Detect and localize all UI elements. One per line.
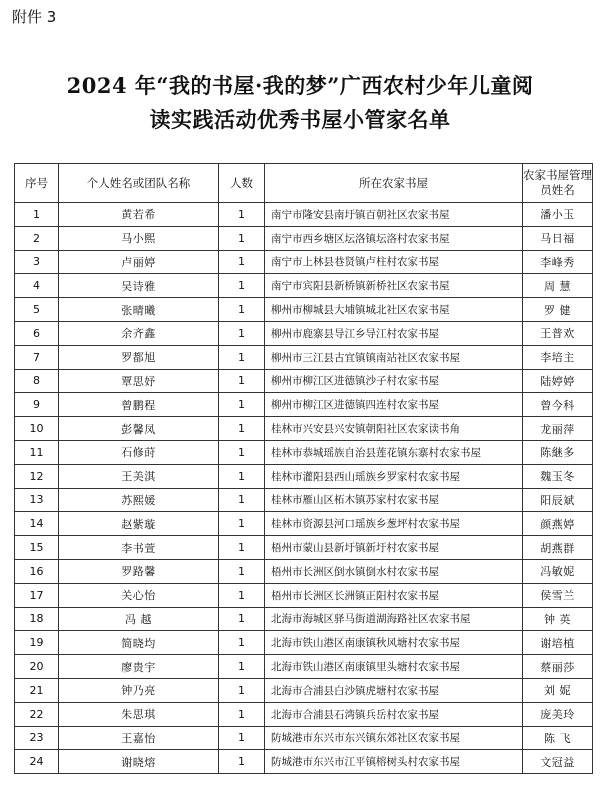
cell-index: 15	[15, 536, 59, 560]
cell-bookhouse: 桂林市兴安县兴安镇朝阳社区农家读书角	[265, 417, 523, 441]
cell-count: 1	[219, 226, 265, 250]
cell-manager: 文冠益	[523, 750, 593, 774]
cell-count: 1	[219, 203, 265, 227]
table-row	[15, 559, 593, 583]
cell-bookhouse: 柳州市鹿寨县导江乡导江村农家书屋	[265, 321, 523, 345]
cell-count: 1	[219, 250, 265, 274]
table-row	[15, 655, 593, 679]
cell-manager: 罗 健	[523, 298, 593, 322]
cell-count: 1	[219, 702, 265, 726]
cell-person-name: 黄若希	[59, 203, 219, 227]
cell-count: 1	[219, 678, 265, 702]
cell-count: 1	[219, 369, 265, 393]
cell-index: 18	[15, 607, 59, 631]
cell-manager: 王普欢	[523, 321, 593, 345]
cell-bookhouse: 梧州市长洲区长洲镇正阳村农家书屋	[265, 583, 523, 607]
cell-count: 1	[219, 393, 265, 417]
cell-count: 1	[219, 321, 265, 345]
cell-person-name: 王美淇	[59, 464, 219, 488]
cell-manager: 蔡丽莎	[523, 655, 593, 679]
table-row	[15, 321, 593, 345]
table-row	[15, 512, 593, 536]
col-header-name: 个人姓名或团队名称	[59, 164, 219, 203]
cell-bookhouse: 南宁市上林县巷贤镇卢柱村农家书屋	[265, 250, 523, 274]
col-header-bookhouse: 所在农家书屋	[265, 164, 523, 203]
cell-person-name: 朱思琪	[59, 702, 219, 726]
table-row	[15, 488, 593, 512]
cell-bookhouse: 梧州市长洲区倒水镇倒水村农家书屋	[265, 559, 523, 583]
cell-count: 1	[219, 512, 265, 536]
cell-index: 7	[15, 345, 59, 369]
cell-bookhouse: 桂林市资源县河口瑶族乡葱坪村农家书屋	[265, 512, 523, 536]
cell-index: 3	[15, 250, 59, 274]
cell-index: 4	[15, 274, 59, 298]
cell-count: 1	[219, 655, 265, 679]
cell-person-name: 张晴曦	[59, 298, 219, 322]
cell-person-name: 钟乃亮	[59, 678, 219, 702]
cell-person-name: 王嘉怡	[59, 726, 219, 750]
cell-manager: 胡燕群	[523, 536, 593, 560]
table-row	[15, 417, 593, 441]
cell-manager: 潘小玉	[523, 203, 593, 227]
table-row	[15, 750, 593, 774]
cell-index: 17	[15, 583, 59, 607]
cell-index: 9	[15, 393, 59, 417]
cell-index: 10	[15, 417, 59, 441]
cell-manager: 阳辰斌	[523, 488, 593, 512]
col-header-index: 序号	[15, 164, 59, 203]
table-row	[15, 702, 593, 726]
cell-manager: 李峰秀	[523, 250, 593, 274]
cell-person-name: 赵紫璇	[59, 512, 219, 536]
cell-person-name: 卢丽婷	[59, 250, 219, 274]
cell-index: 2	[15, 226, 59, 250]
table-row	[15, 536, 593, 560]
cell-bookhouse: 桂林市恭城瑶族自治县莲花镇东寨村农家书屋	[265, 440, 523, 464]
cell-count: 1	[219, 488, 265, 512]
table-row	[15, 250, 593, 274]
cell-manager: 颜燕婷	[523, 512, 593, 536]
cell-count: 1	[219, 298, 265, 322]
attachment-label: 附件 3	[12, 8, 57, 26]
cell-index: 5	[15, 298, 59, 322]
table-row	[15, 298, 593, 322]
cell-manager: 魏玉冬	[523, 464, 593, 488]
table-row	[15, 440, 593, 464]
cell-person-name: 吴诗雅	[59, 274, 219, 298]
col-header-manager: 农家书屋管理员姓名	[523, 164, 593, 203]
cell-count: 1	[219, 750, 265, 774]
cell-person-name: 廖贵宇	[59, 655, 219, 679]
cell-count: 1	[219, 417, 265, 441]
document-title-line-1: 2024 年“我的书屋·我的梦”广西农村少年儿童阅	[66, 73, 534, 98]
table-row	[15, 393, 593, 417]
cell-person-name: 谢晓熔	[59, 750, 219, 774]
cell-bookhouse: 北海市合浦县石湾镇兵岳村农家书屋	[265, 702, 523, 726]
cell-manager: 刘 妮	[523, 678, 593, 702]
cell-person-name: 覃思妤	[59, 369, 219, 393]
cell-count: 1	[219, 583, 265, 607]
table-row	[15, 345, 593, 369]
cell-count: 1	[219, 274, 265, 298]
cell-person-name: 彭馨凤	[59, 417, 219, 441]
cell-bookhouse: 梧州市蒙山县新圩镇新圩村农家书屋	[265, 536, 523, 560]
cell-person-name: 苏熙媛	[59, 488, 219, 512]
cell-bookhouse: 桂林市灌阳县西山瑶族乡罗家村农家书屋	[265, 464, 523, 488]
cell-person-name: 罗都旭	[59, 345, 219, 369]
table-row	[15, 678, 593, 702]
cell-bookhouse: 北海市铁山港区南康镇秋风塘村农家书屋	[265, 631, 523, 655]
col-header-count: 人数	[219, 164, 265, 203]
document-title-line-2: 读实践活动优秀书屋小管家名单	[149, 107, 451, 132]
cell-index: 12	[15, 464, 59, 488]
cell-bookhouse: 北海市合浦县白沙镇虎塘村农家书屋	[265, 678, 523, 702]
cell-count: 1	[219, 726, 265, 750]
cell-bookhouse: 南宁市隆安县南圩镇百朝社区农家书屋	[265, 203, 523, 227]
cell-bookhouse: 南宁市西乡塘区坛洛镇坛洛村农家书屋	[265, 226, 523, 250]
cell-bookhouse: 防城港市东兴市东兴镇东郊社区农家书屋	[265, 726, 523, 750]
cell-bookhouse: 桂林市雁山区柘木镇苏家村农家书屋	[265, 488, 523, 512]
cell-bookhouse: 柳州市柳江区进德镇四连村农家书屋	[265, 393, 523, 417]
table-row	[15, 583, 593, 607]
table-row	[15, 464, 593, 488]
cell-manager: 马日福	[523, 226, 593, 250]
cell-manager: 曾今科	[523, 393, 593, 417]
cell-index: 19	[15, 631, 59, 655]
cell-bookhouse: 南宁市宾阳县新桥镇新桥社区农家书屋	[265, 274, 523, 298]
winners-table	[14, 163, 593, 774]
cell-person-name: 冯 越	[59, 607, 219, 631]
table-row	[15, 226, 593, 250]
table-row	[15, 631, 593, 655]
cell-person-name: 石修莳	[59, 440, 219, 464]
cell-index: 8	[15, 369, 59, 393]
cell-index: 13	[15, 488, 59, 512]
table-row	[15, 726, 593, 750]
cell-count: 1	[219, 464, 265, 488]
cell-index: 20	[15, 655, 59, 679]
cell-count: 1	[219, 631, 265, 655]
cell-index: 11	[15, 440, 59, 464]
cell-index: 6	[15, 321, 59, 345]
cell-manager: 庞美玲	[523, 702, 593, 726]
cell-bookhouse: 北海市铁山港区南康镇里头塘村农家书屋	[265, 655, 523, 679]
table-row	[15, 369, 593, 393]
cell-manager: 陈 飞	[523, 726, 593, 750]
cell-bookhouse: 防城港市东兴市江平镇榕树头村农家书屋	[265, 750, 523, 774]
cell-person-name: 李书萱	[59, 536, 219, 560]
cell-manager: 陆婷婷	[523, 369, 593, 393]
cell-bookhouse: 柳州市柳城县大埔镇城北社区农家书屋	[265, 298, 523, 322]
cell-count: 1	[219, 536, 265, 560]
cell-person-name: 曾鹏程	[59, 393, 219, 417]
cell-person-name: 关心怡	[59, 583, 219, 607]
cell-person-name: 余齐鑫	[59, 321, 219, 345]
cell-manager: 龙丽萍	[523, 417, 593, 441]
cell-manager: 陈継多	[523, 440, 593, 464]
cell-index: 21	[15, 678, 59, 702]
table-row	[15, 607, 593, 631]
cell-index: 24	[15, 750, 59, 774]
cell-manager: 侯雪兰	[523, 583, 593, 607]
cell-count: 1	[219, 345, 265, 369]
cell-count: 1	[219, 607, 265, 631]
cell-manager: 钟 英	[523, 607, 593, 631]
cell-person-name: 罗路馨	[59, 559, 219, 583]
table-row	[15, 274, 593, 298]
cell-manager: 谢培植	[523, 631, 593, 655]
cell-bookhouse: 柳州市三江县古宜镇镇南站社区农家书屋	[265, 345, 523, 369]
cell-person-name: 简晓均	[59, 631, 219, 655]
cell-index: 23	[15, 726, 59, 750]
cell-index: 14	[15, 512, 59, 536]
cell-manager: 冯敏妮	[523, 559, 593, 583]
cell-person-name: 马小熙	[59, 226, 219, 250]
cell-manager: 周 慧	[523, 274, 593, 298]
cell-index: 16	[15, 559, 59, 583]
cell-manager: 李培主	[523, 345, 593, 369]
cell-bookhouse: 柳州市柳江区进德镇沙子村农家书屋	[265, 369, 523, 393]
table-body	[15, 203, 593, 774]
cell-count: 1	[219, 559, 265, 583]
cell-index: 1	[15, 203, 59, 227]
table-row	[15, 203, 593, 227]
cell-count: 1	[219, 440, 265, 464]
cell-index: 22	[15, 702, 59, 726]
cell-bookhouse: 北海市海城区驿马街道湖海路社区农家书屋	[265, 607, 523, 631]
table-header-row	[15, 164, 593, 203]
